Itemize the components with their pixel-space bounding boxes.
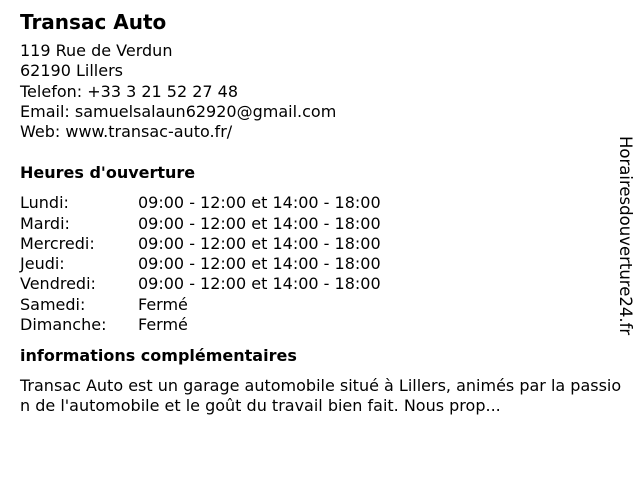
hours-time: 09:00 - 12:00 et 14:00 - 18:00 xyxy=(138,274,381,294)
info-text: Transac Auto est un garage automobile situé à Lillers, animés par la passion de l'automobile et le goût du travail bien fait. Nous prop... xyxy=(20,375,622,415)
hours-time: Fermé xyxy=(138,294,188,314)
hours-row-jeudi xyxy=(20,254,626,274)
hours-row-mercredi xyxy=(20,234,626,254)
hours-time: 09:00 - 12:00 et 14:00 - 18:00 xyxy=(138,213,381,233)
hours-row-samedi xyxy=(20,295,626,315)
hours-row-vendredi xyxy=(20,274,626,294)
web-line: Web: www.transac-auto.fr/ xyxy=(20,122,233,142)
info-heading: informations complémentaires xyxy=(20,345,297,365)
hours-day: Lundi: xyxy=(20,193,69,213)
hours-row-dimanche xyxy=(20,315,626,335)
hours-day: Samedi: xyxy=(20,294,86,314)
business-name: Transac Auto xyxy=(20,10,167,34)
hours-day: Mercredi: xyxy=(20,233,95,253)
hours-row-mardi xyxy=(20,214,626,234)
address-city: 62190 Lillers xyxy=(20,61,123,81)
hours-day: Jeudi: xyxy=(20,254,65,274)
address-street: 119 Rue de Verdun xyxy=(20,41,173,60)
hours-time: 09:00 - 12:00 et 14:00 - 18:00 xyxy=(138,254,381,274)
hours-day: Vendredi: xyxy=(20,274,96,294)
phone-line: Telefon: +33 3 21 52 27 48 xyxy=(20,81,239,101)
hours-time: 09:00 - 12:00 et 14:00 - 18:00 xyxy=(138,193,381,213)
hours-day: Dimanche: xyxy=(20,314,107,334)
watermark-text: Horairesdouverture24.fr xyxy=(616,136,635,336)
hours-row-lundi xyxy=(20,193,626,213)
hours-table xyxy=(20,193,626,334)
hours-heading: Heures d'ouverture xyxy=(20,163,196,183)
hours-time: Fermé xyxy=(138,314,188,334)
business-card xyxy=(20,9,626,416)
email-line: Email: samuelsalaun62920@gmail.com xyxy=(20,101,337,121)
hours-time: 09:00 - 12:00 et 14:00 - 18:00 xyxy=(138,233,381,253)
hours-day: Mardi: xyxy=(20,213,70,233)
